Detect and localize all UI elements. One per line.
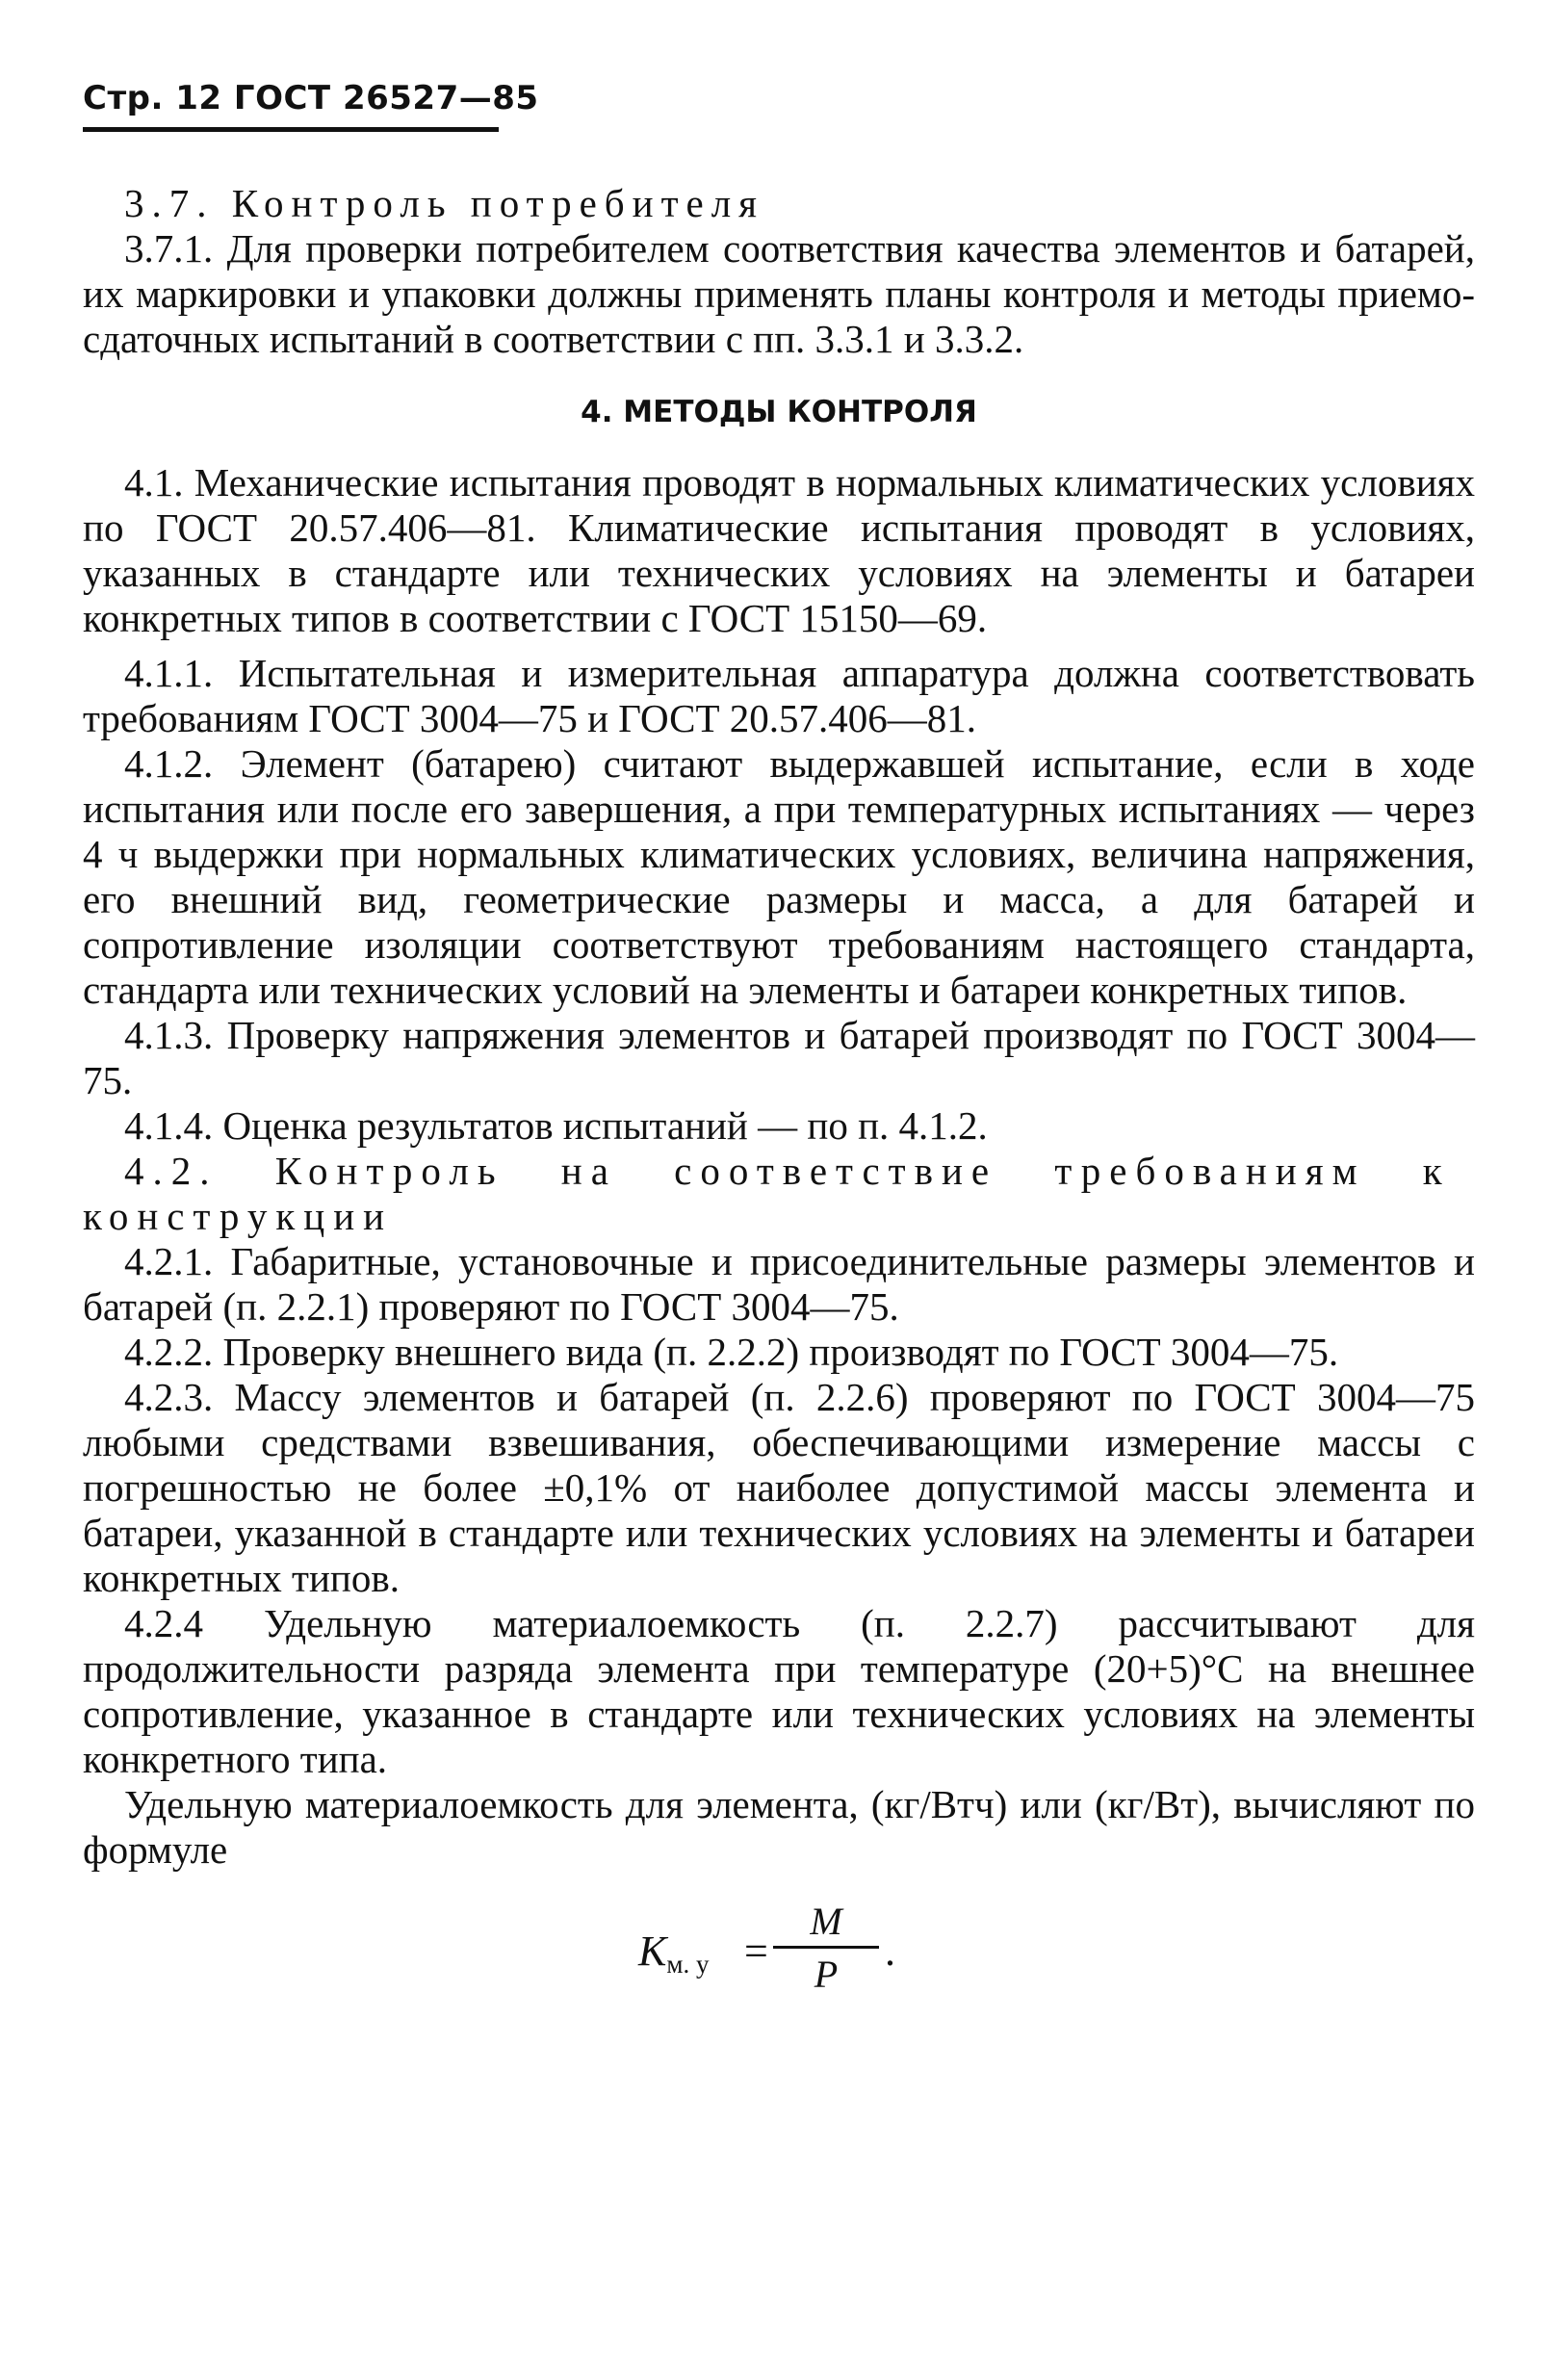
paragraph-3-7-1: 3.7.1. Для проверки потребителем соответствия качества элементов и батарей, их маркировки и упаковки должны применять планы контроля и методы приемо-сдаточных испытаний в соответствии с пп. 3.3.1 и 3.3.2. <box>83 226 1475 361</box>
formula-end-period: . <box>885 1927 895 1975</box>
formula-symbol: K <box>638 1927 667 1975</box>
formula-fraction <box>773 1900 879 1997</box>
section-3-7-heading: 3.7. Контроль потребителя <box>124 181 765 225</box>
paragraph-4-2-2: 4.2.2. Проверку внешнего вида (п. 2.2.2) производят по ГОСТ 3004—75. <box>124 1330 1339 1374</box>
formula-numerator: M <box>810 1900 842 1943</box>
section-4-title: 4. МЕТОДЫ КОНТРОЛЯ <box>581 395 977 429</box>
paragraph-4-2-1: 4.2.1. Габаритные, установочные и присоединительные размеры элементов и батарей (п. 2.2.1) проверяют по ГОСТ 3004—75. <box>83 1239 1475 1329</box>
paragraph-4-2-4: 4.2.4 Удельную материалоемкость (п. 2.2.7) рассчитывают для продолжительности разряда элемента при температуре (20+5)°С на внешнее сопротивление, указанное в стандарте или технических условиях на элементы конкретного типа. <box>83 1601 1475 1781</box>
formula-denominator: P <box>814 1953 839 1996</box>
formula-equals: = <box>744 1927 768 1975</box>
paragraph-4-1: 4.1. Механические испытания проводят в нормальных климатических условиях по ГОСТ 20.57.406—81. Климатические испытания проводят в условиях, указанных в стандарте или технических условиях на элементы и батареи конкретных типов в соответствии с ГОСТ 15150—69. <box>83 460 1475 640</box>
paragraph-4-2-4-formula-intro: Удельную материалоемкость для элемента, (кг/Втч) или (кг/Вт), вычисляют по формуле <box>83 1782 1475 1872</box>
formula-subscript: м. у <box>666 1950 710 1979</box>
section-4-2-heading: 4.2. Контроль на соответствие требованиям к конструкции <box>83 1149 1451 1238</box>
paragraph-4-1-3: 4.1.3. Проверку напряжения элементов и батарей производят по ГОСТ 3004—75. <box>83 1013 1475 1102</box>
paragraph-4-1-4: 4.1.4. Оценка результатов испытаний — по п. 4.1.2. <box>124 1103 988 1148</box>
formula-specific-material-consumption <box>638 1900 1475 2007</box>
page-header: Стр. 12 ГОСТ 26527—85 <box>83 79 539 117</box>
paragraph-4-1-1: 4.1.1. Испытательная и измерительная аппаратура должна соответствовать требованиям ГОСТ 3004—75 и ГОСТ 20.57.406—81. <box>83 651 1475 740</box>
formula-fraction-bar <box>773 1946 879 1949</box>
paragraph-4-1-2: 4.1.2. Элемент (батарею) считают выдержавшей испытание, если в ходе испытания или после его завершения, а при температурных испытаниях — через 4 ч выдержки при нормальных климатических условиях, величина напряжения, его внешний вид, геометрические размеры и масса, а для батарей и сопротивление изоляции соответствуют требованиям настоящего стандарта, стандарта или технических условий на элементы и батареи конкретных типов. <box>83 741 1475 1012</box>
paragraph-4-2-3: 4.2.3. Массу элементов и батарей (п. 2.2.6) проверяют по ГОСТ 3004—75 любыми средствами взвешивания, обеспечивающими измерение массы с погрешностью не более ±0,1% от наиболее допустимой массы элемента и батареи, указанной в стандарте или технических условиях на элементы и батареи конкретных типов. <box>83 1375 1475 1600</box>
document-body <box>83 181 1475 2007</box>
header-rule <box>83 127 499 132</box>
formula-lhs <box>638 1928 709 1987</box>
